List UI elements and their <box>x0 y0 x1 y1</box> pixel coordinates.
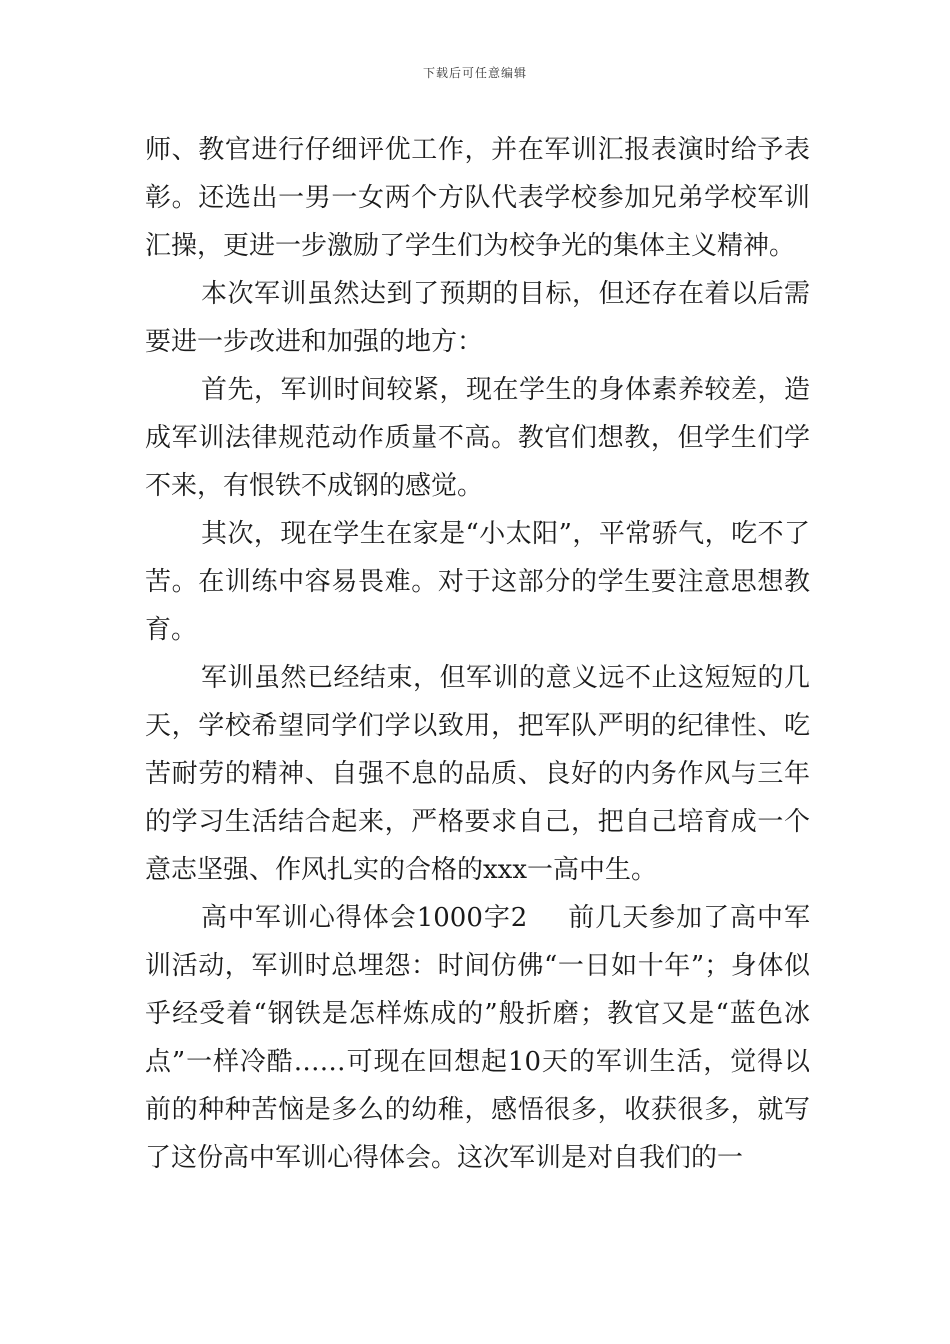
paragraph-first-issue: 首先，军训时间较紧，现在学生的身体素养较差，造成军训法律规范动作质量不高。教官们想教，但学生们学不来，有恨铁不成钢的感觉。 <box>145 375 810 501</box>
paragraph-second-issue: 其次，现在学生在家是“小太阳”，平常骄气，吃不了苦。在训练中容易畏难。对于这部分的学生要注意思想教育。 <box>145 519 810 645</box>
paragraph-section-2 <box>145 894 810 1182</box>
paragraph-shortcomings-intro: 本次军训虽然达到了预期的目标，但还存在着以后需要进一步改进和加强的地方： <box>145 279 810 357</box>
paragraph-conclusion: 军训虽然已经结束，但军训的意义远不止这短短的几天，学校希望同学们学以致用，把军队严明的纪律性、吃苦耐劳的精神、自强不息的品质、良好的内务作风与三年的学习生活结合起来，严格要求自己，把自己培育成一个意志坚强、作风扎实的合格的xxx一高中生。 <box>145 663 810 885</box>
section-2-text: 前几天参加了高中军训活动，军训时总埋怨：时间仿佛“一日如十年”；身体似乎经受着“钢铁是怎样炼成的”般折磨；教官又是“蓝色冰点”一样冷酷……可现在回想起10天的军训生活，觉得以前的种种苦恼是多么的幼稚，感悟很多，收获很多，就写了这份高中军训心得体会。这次军训是对自我们的一 <box>145 903 810 1173</box>
page-header-note: 下载后可任意编辑 <box>422 66 527 80</box>
document-body <box>145 126 810 1182</box>
paragraph-continuation: 师、教官进行仔细评优工作，并在军训汇报表演时给予表彰。还选出一男一女两个方队代表学校参加兄弟学校军训汇操，更进一步激励了学生们为校争光的集体主义精神。 <box>145 135 810 261</box>
section-2-title: 高中军训心得体会1000字2 <box>201 903 528 933</box>
